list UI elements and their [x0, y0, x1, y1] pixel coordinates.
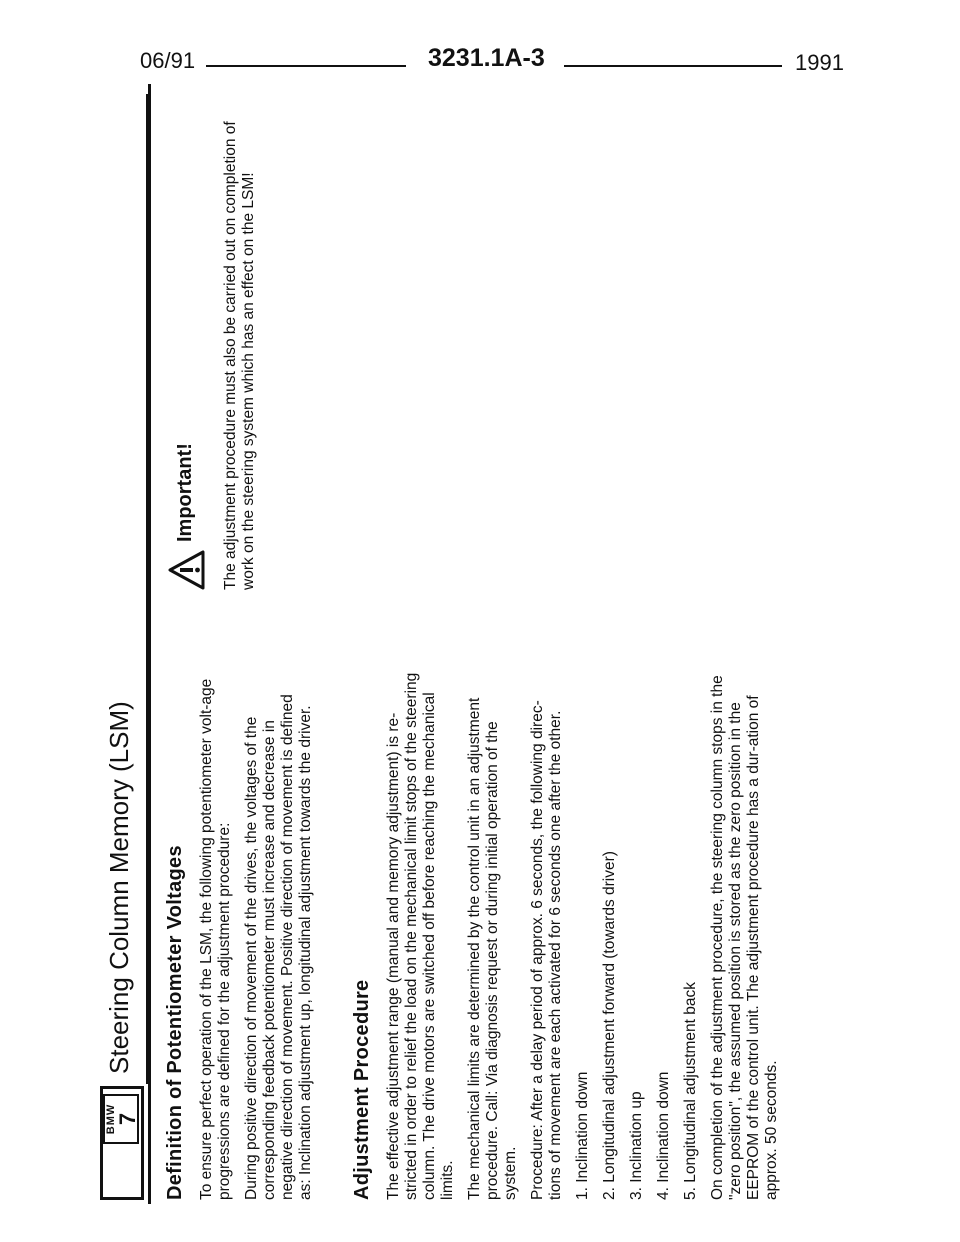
- logo-badge: [103, 1094, 139, 1144]
- logo-brand-text: BMW: [105, 1103, 117, 1135]
- list-item: 4. Inclination down: [655, 1071, 672, 1200]
- important-notice-header: [168, 90, 208, 590]
- header-rule-left: [206, 65, 406, 67]
- warning-triangle-icon: [168, 550, 206, 590]
- paragraph-closing: On completion of the adjustment procedure, the steering column stops in the "zero position", the assumed position is stored as the zero position in the EEPROM of the control unit. The adjustment procedure has a dur-ation of approx. 50 seconds.: [709, 675, 780, 1200]
- important-title: Important!: [174, 443, 196, 542]
- paragraph: During positive direction of movement of the drives, the voltages of the corresponding feedback potentiometer must increase and decrease in negative direction of movement. Positive direction of movement is defined as: Inclination adjustment up, longitudinal adjustment towards the driver.: [243, 694, 314, 1200]
- paragraph: To ensure perfect operation of the LSM, the following potentiometer volt-age progressions are defined for the adjustment procedure:: [198, 678, 233, 1200]
- list-item: 3. Inclination up: [628, 1091, 645, 1200]
- header-year: 1991: [795, 50, 844, 75]
- important-text: The adjustment procedure must also be carried out on completion of work on the steering system which has an effect on the LSM!: [222, 121, 257, 590]
- left-column: [166, 670, 790, 1200]
- section-heading-potentiometer: Definition of Potentiometer Voltages: [164, 845, 186, 1200]
- title-underline: [146, 94, 149, 1084]
- page-header: [0, 44, 960, 84]
- right-column: [168, 90, 267, 590]
- document-title: Steering Column Memory (LSM): [104, 701, 134, 1074]
- list-item: 2. Longitudinal adjustment forward (towards driver): [601, 851, 618, 1200]
- bmw-logo: [100, 1080, 146, 1200]
- logo-series-number: 7: [115, 1112, 140, 1126]
- header-date: 06/91: [140, 48, 196, 73]
- list-item: 1. Inclination down: [574, 1071, 591, 1200]
- paragraph: Procedure: After a delay period of approx. 6 seconds, the following direc-tions of movement are each activated for 6 seconds one after the other.: [529, 700, 564, 1200]
- rotated-page-body: [100, 90, 860, 1200]
- paragraph: The effective adjustment range (manual and memory adjustment) is re-stricted in order to relief the load on the mechanical limit stops of the steering column. The drive motors are switched off before reaching the mechanical limits.: [385, 672, 456, 1200]
- header-rule-right: [564, 65, 782, 67]
- paragraph: The mechanical limits are determined by the control unit in an adjustment procedure. Call: Via diagnosis request or during initial operation of the system.: [466, 697, 519, 1200]
- section-heading-adjustment: Adjustment Procedure: [351, 979, 373, 1200]
- header-document-code: 3231.1A-3: [428, 44, 545, 72]
- adjustment-steps-list: [574, 670, 700, 1200]
- list-item: 5. Longitudinal adjustment back: [682, 981, 699, 1200]
